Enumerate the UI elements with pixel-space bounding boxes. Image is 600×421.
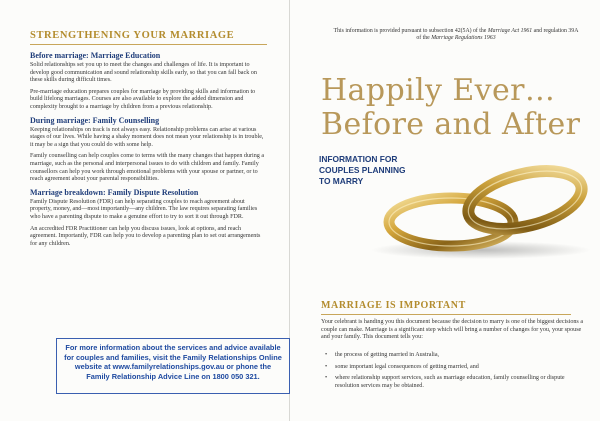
marriage-important-list	[325, 352, 585, 394]
section-heading-strengthening: STRENGTHENING YOUR MARRIAGE	[30, 30, 267, 45]
paragraph: Family Dispute Resolution (FDR) can help separating couples to reach agreement about property, money, and—most importantly—any children. The law requires separating families who have a parenting dispute to make a genuine effort to try to sort it out through FDR.	[30, 198, 258, 220]
section-marriage-education	[30, 51, 267, 112]
paragraph: Solid relationships set you up to meet the changes and challenges of life. It is important to develop good communication and sound relationship skills early, so that you can fall back on these skills during difficult times.	[30, 62, 257, 84]
legal-note-text: This information is provided pursuant to subsection 42(5A) of the	[333, 28, 488, 34]
right-panel	[291, 0, 600, 421]
list-item-text: the process of getting married in Australia,	[335, 352, 440, 358]
legal-note-regulations: Marriage Regulations 1963	[431, 35, 496, 41]
paragraph: Keeping relationships on track is not always easy. Relationship problems can arise at various stages of our lives. While having a shaky moment does not mean your relationship is in trouble, it may be a sign that you could do with some help.	[30, 126, 264, 148]
legal-note-text: and regulation 39A of the	[416, 28, 579, 41]
list-item	[325, 364, 585, 372]
subtitle-line: COUPLES PLANNING	[319, 164, 406, 175]
subtitle-line: INFORMATION FOR	[319, 154, 398, 164]
legal-note	[331, 28, 581, 42]
list-item-text: where relationship support services, such as marriage education, family counselling or dispute resolution services may be obtained.	[335, 375, 565, 389]
wedding-rings-image	[363, 150, 597, 262]
left-ring-highlight	[389, 198, 513, 246]
list-item-text: some important legal consequences of getting married, and	[335, 363, 479, 370]
marriage-important-intro: Your celebrant is handing you this document because the decision to marry is one of the biggest decisions a couple can make. Marriage is a significant step which will bring a number of changes for you, your spouse and your family. This document tells you:	[321, 319, 584, 341]
title-line-2: Before and After	[321, 107, 581, 142]
sub-heading-marriage-education: Before marriage: Marriage Education	[30, 51, 161, 60]
section-dispute-resolution	[30, 188, 267, 249]
info-callout-text: For more information about the services and advice available for couples and families, visit the Family Relationships Online website at www.familyrelationships.gov.au or phone the Family Relationship Advice Line on 1800 050 321.	[64, 343, 282, 381]
list-item	[325, 375, 585, 390]
bullet-icon: •	[325, 352, 328, 358]
title-line-1: Happily Ever…	[321, 73, 556, 108]
paragraph: Pre-marriage education prepares couples for marriage by providing skills and information to build lifelong marriages. Courses are also available to explore the added dimension and complexity brought to a marriage by children from a previous relationship.	[30, 88, 256, 110]
bullet-icon: •	[325, 375, 328, 382]
paragraph: An accredited FDR Practitioner can help you discuss issues, look at options, and reach agreement. Importantly, FDR can help you to develop a parenting plan to set out arrangements for any children.	[30, 225, 261, 247]
bullet-icon: •	[325, 363, 328, 370]
subtitle-line: TO MARRY	[319, 175, 364, 186]
info-callout-box	[56, 338, 290, 394]
brochure-title	[321, 74, 595, 142]
section-family-counselling	[30, 116, 267, 184]
sub-heading-dispute-resolution: Marriage breakdown: Family Dispute Resolution	[30, 187, 199, 197]
sub-heading-family-counselling: During marriage: Family Counselling	[30, 115, 160, 125]
list-item	[325, 352, 585, 360]
section-heading-marriage-important: MARRIAGE IS IMPORTANT	[321, 300, 571, 315]
paragraph: Family counselling can help couples come to terms with the many changes that happen during a marriage, such as the personal and interpersonal issues to do with children and family. Family counsellors can help you work through emotional problems with your spouse or partner, or to reach agreement about your parental responsibilities.	[30, 153, 265, 183]
legal-note-act: Marriage Act 1961	[487, 28, 533, 34]
